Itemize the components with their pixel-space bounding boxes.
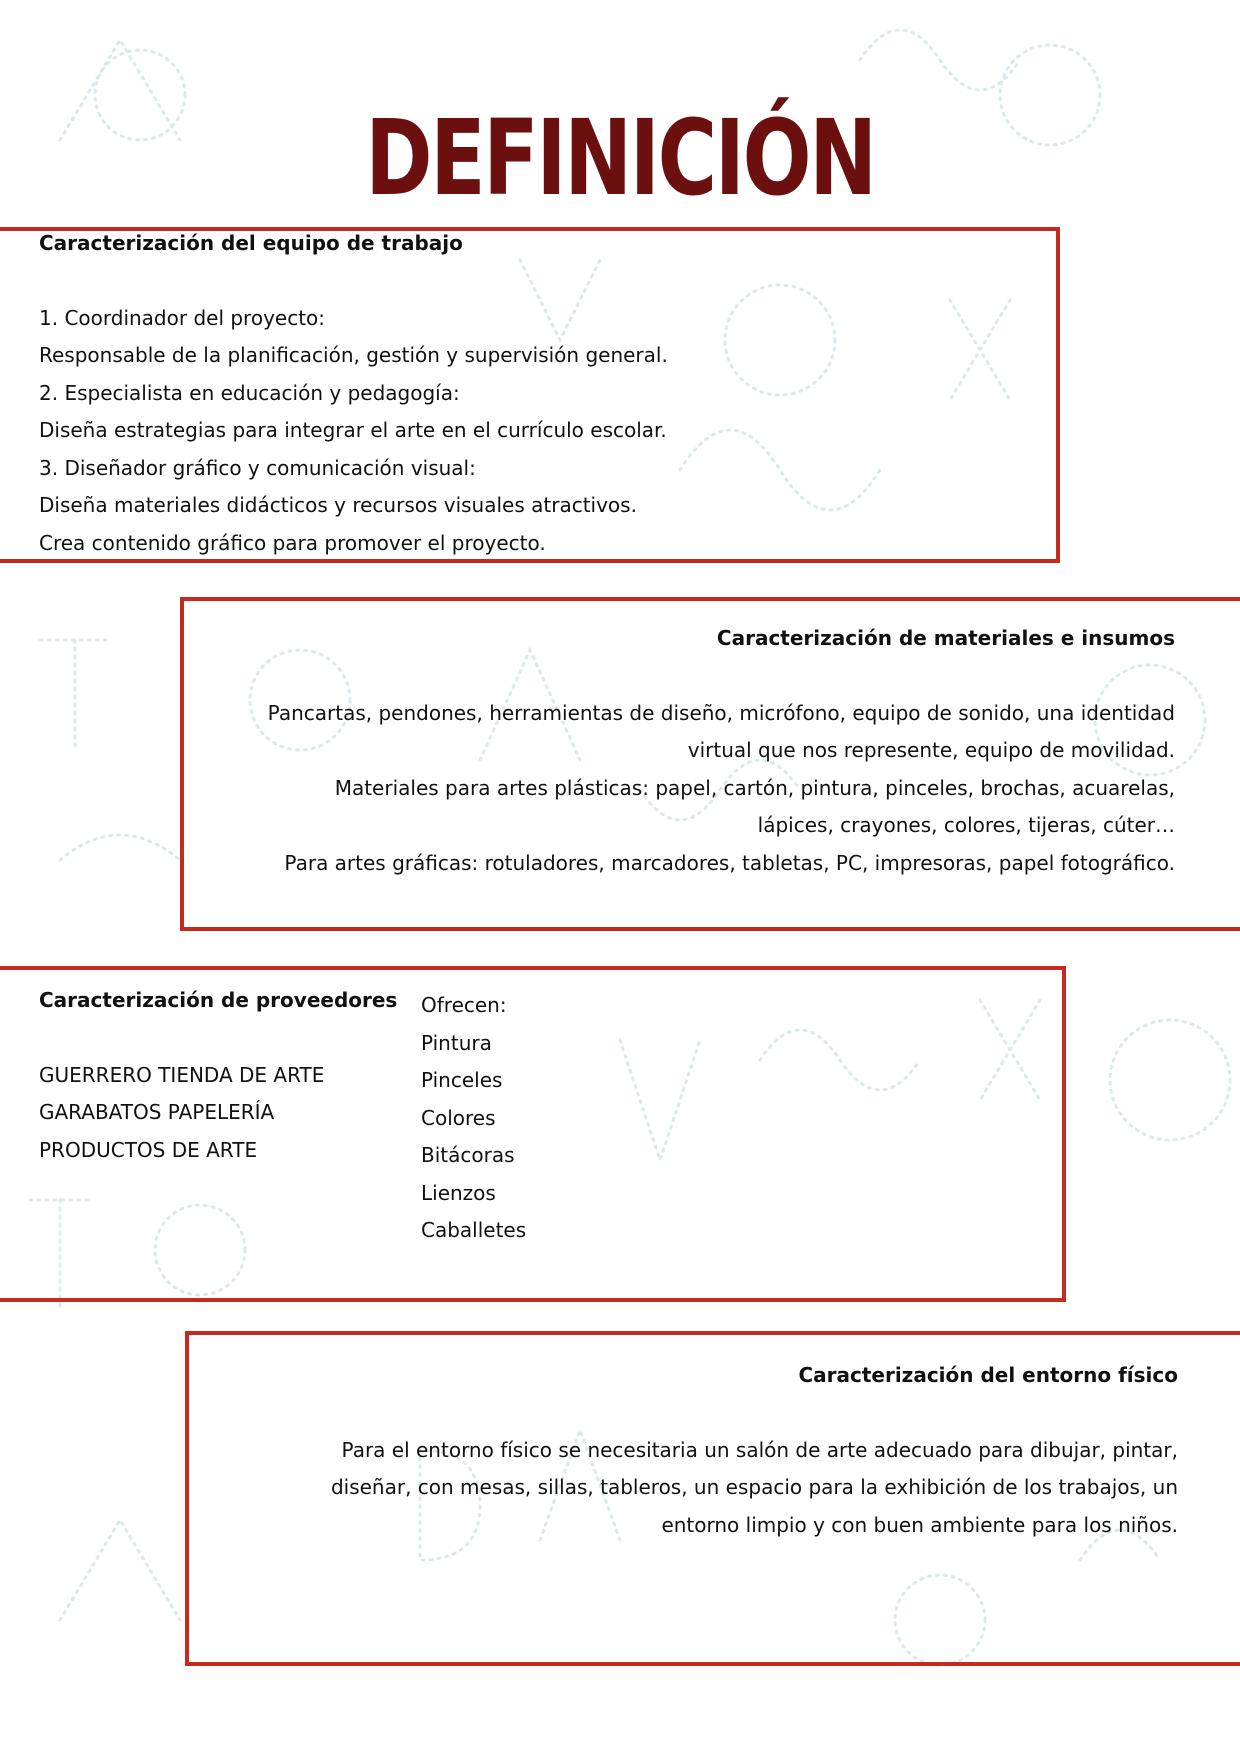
providers-section <box>39 982 399 1169</box>
team-line: 1. Coordinador del proyecto: <box>39 305 326 330</box>
environment-line: Para el entorno físico se necesitaria un salón de arte adecuado para dibujar, pintar, <box>341 1437 1178 1462</box>
offer-item: Lienzos <box>421 1180 496 1205</box>
team-line: Diseña materiales didácticos y recursos visuales atractivos. <box>39 493 637 517</box>
provider-name: GARABATOS PAPELERÍA <box>39 1100 275 1124</box>
offer-item: Pintura <box>421 1030 492 1055</box>
materials-section <box>200 620 1175 882</box>
materials-line: lápices, crayones, colores, tijeras, cúter… <box>757 813 1175 837</box>
team-section <box>39 225 979 562</box>
page-title: DEFINICIÓN <box>365 96 875 219</box>
materials-line: Para artes gráficas: rotuladores, marcadores, tabletas, PC, impresoras, papel fotográfico. <box>284 850 1175 875</box>
provider-name: GUERRERO TIENDA DE ARTE <box>39 1062 325 1087</box>
providers-offers-list <box>421 987 721 1250</box>
team-line: 3. Diseñador gráfico y comunicación visual: <box>39 455 476 480</box>
offer-item: Colores <box>421 1105 496 1130</box>
materials-heading: Caracterización de materiales e insumos <box>716 626 1175 650</box>
provider-name: PRODUCTOS DE ARTE <box>39 1137 258 1162</box>
team-line: 2. Especialista en educación y pedagogía: <box>39 380 460 405</box>
materials-line: Pancartas, pendones, herramientas de diseño, micrófono, equipo de sonido, una identidad <box>267 700 1175 725</box>
team-line: Diseña estrategias para integrar el arte en el currículo escolar. <box>39 418 667 442</box>
offer-item: Caballetes <box>421 1218 527 1242</box>
environment-line: entorno limpio y con buen ambiente para los niños. <box>661 1512 1178 1537</box>
materials-line: virtual que nos represente, equipo de movilidad. <box>687 738 1175 762</box>
team-line: Crea contenido gráfico para promover el proyecto. <box>39 530 546 555</box>
offer-item: Pinceles <box>421 1068 503 1092</box>
providers-heading: Caracterización de proveedores <box>39 988 398 1012</box>
offers-label: Ofrecen: <box>421 993 507 1017</box>
environment-heading: Caracterización del entorno físico <box>798 1363 1178 1387</box>
offer-item: Bitácoras <box>421 1143 515 1167</box>
materials-line: Materiales para artes plásticas: papel, cartón, pintura, pinceles, brochas, acuarelas, <box>334 775 1175 800</box>
team-line: Responsable de la planificación, gestión y supervisión general. <box>39 343 668 367</box>
environment-section <box>280 1357 1178 1544</box>
environment-line: diseñar, con mesas, sillas, tableros, un espacio para la exhibición de los trabajos, un <box>330 1475 1178 1499</box>
team-heading: Caracterización del equipo de trabajo <box>39 231 463 255</box>
